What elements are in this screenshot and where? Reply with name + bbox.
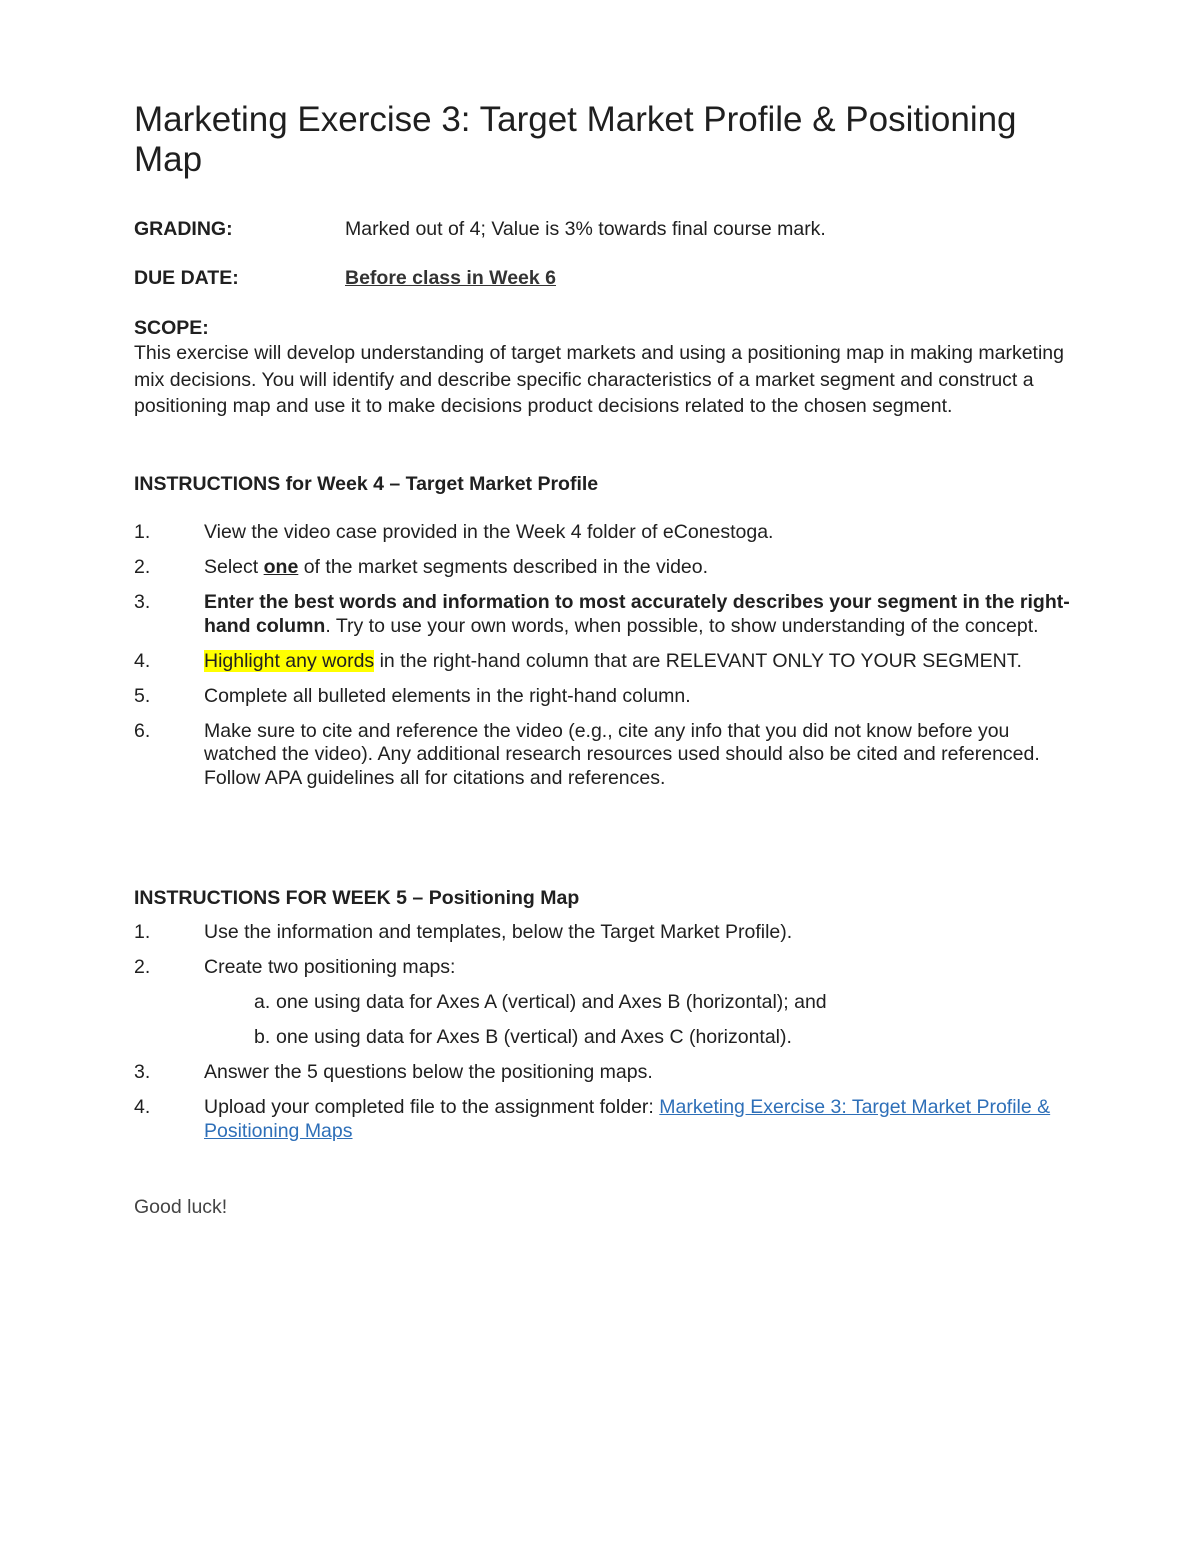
item-number: 2.	[134, 956, 151, 978]
sub-list	[204, 991, 1074, 1050]
item-text: Create two positioning maps:	[204, 956, 456, 978]
item-text: one using data for Axes A (vertical) and Axes B (horizontal); and	[276, 991, 827, 1013]
list-item	[134, 556, 1074, 580]
item-number: 3.	[134, 1061, 151, 1083]
item-number: 5.	[134, 684, 151, 707]
item-text: one using data for Axes B (vertical) and Axes C (horizontal).	[276, 1026, 792, 1048]
item-text: Answer the 5 questions below the positioning maps.	[204, 1061, 653, 1083]
week5-heading: INSTRUCTIONS FOR WEEK 5 – Positioning Map	[134, 887, 580, 909]
scope-text: This exercise will develop understanding of target markets and using a positioning map in making marketing mix decisions. You will identify and describe specific characteristics of a market segment and construct a positioning map and use it to make decisions product decisions related to the chosen segment.	[134, 342, 1064, 417]
list-item	[134, 591, 1074, 638]
list-item	[134, 956, 1074, 1050]
item-letter: a.	[254, 991, 271, 1013]
highlighted-text: Highlight any words	[204, 649, 375, 672]
grading-label: GRADING:	[134, 218, 233, 240]
item-number: 6.	[134, 719, 151, 742]
list-item	[134, 1096, 1074, 1143]
week4-heading: INSTRUCTIONS for Week 4 – Target Market Profile	[134, 473, 599, 495]
due-date-label: DUE DATE:	[134, 267, 239, 289]
scope-heading: SCOPE:	[134, 317, 209, 339]
item-text: Make sure to cite and reference the video (e.g., cite any info that you did not know before you watched the video). Any additional research resources used should also be cited and referenced. Follow APA guidelines all for citations and references.	[204, 719, 1040, 789]
item-number: 1.	[134, 921, 151, 943]
item-text-post: . Try to use your own words, when possible, to show understanding of the concept.	[325, 614, 1039, 637]
closing-text: Good luck!	[134, 1196, 228, 1218]
week5-list	[134, 921, 1074, 1155]
document-title: Marketing Exercise 3: Target Market Profile & Positioning Map	[134, 100, 1017, 179]
week4-list	[134, 521, 1074, 802]
item-text: View the video case provided in the Week 4 folder of eConestoga.	[204, 521, 774, 543]
item-number: 2.	[134, 556, 151, 578]
item-number: 1.	[134, 521, 151, 543]
sub-list-item	[204, 991, 1074, 1015]
item-text-post: of the market segments described in the video.	[298, 556, 709, 578]
item-text: Complete all bulleted elements in the right-hand column.	[204, 684, 691, 707]
item-number: 4.	[134, 1096, 151, 1118]
item-number: 3.	[134, 591, 151, 613]
item-text-post: in the right-hand column that are RELEVANT ONLY TO YOUR SEGMENT.	[374, 649, 1022, 672]
list-item	[134, 685, 1074, 709]
list-item	[134, 1061, 1074, 1085]
item-text-pre: Select	[204, 556, 264, 578]
due-date-value: Before class in Week 6	[345, 267, 556, 289]
emphasized-word: one	[263, 556, 299, 578]
item-bold-text: Enter the best words and information to most accurately describes your segment in the right-hand column	[204, 591, 1070, 637]
assignment-folder-link[interactable]: Marketing Exercise 3: Target Market Profile & Positioning Maps	[204, 1096, 1051, 1142]
sub-list-item	[204, 1026, 1074, 1050]
list-item	[134, 720, 1074, 791]
list-item	[134, 650, 1074, 674]
item-number: 4.	[134, 649, 151, 672]
list-item	[134, 921, 1074, 945]
list-item	[134, 521, 1074, 545]
grading-value: Marked out of 4; Value is 3% towards final course mark.	[345, 218, 826, 240]
item-letter: b.	[254, 1026, 271, 1048]
item-text-pre: Upload your completed file to the assignment folder:	[204, 1096, 660, 1118]
item-text: Use the information and templates, below the Target Market Profile).	[204, 921, 793, 943]
